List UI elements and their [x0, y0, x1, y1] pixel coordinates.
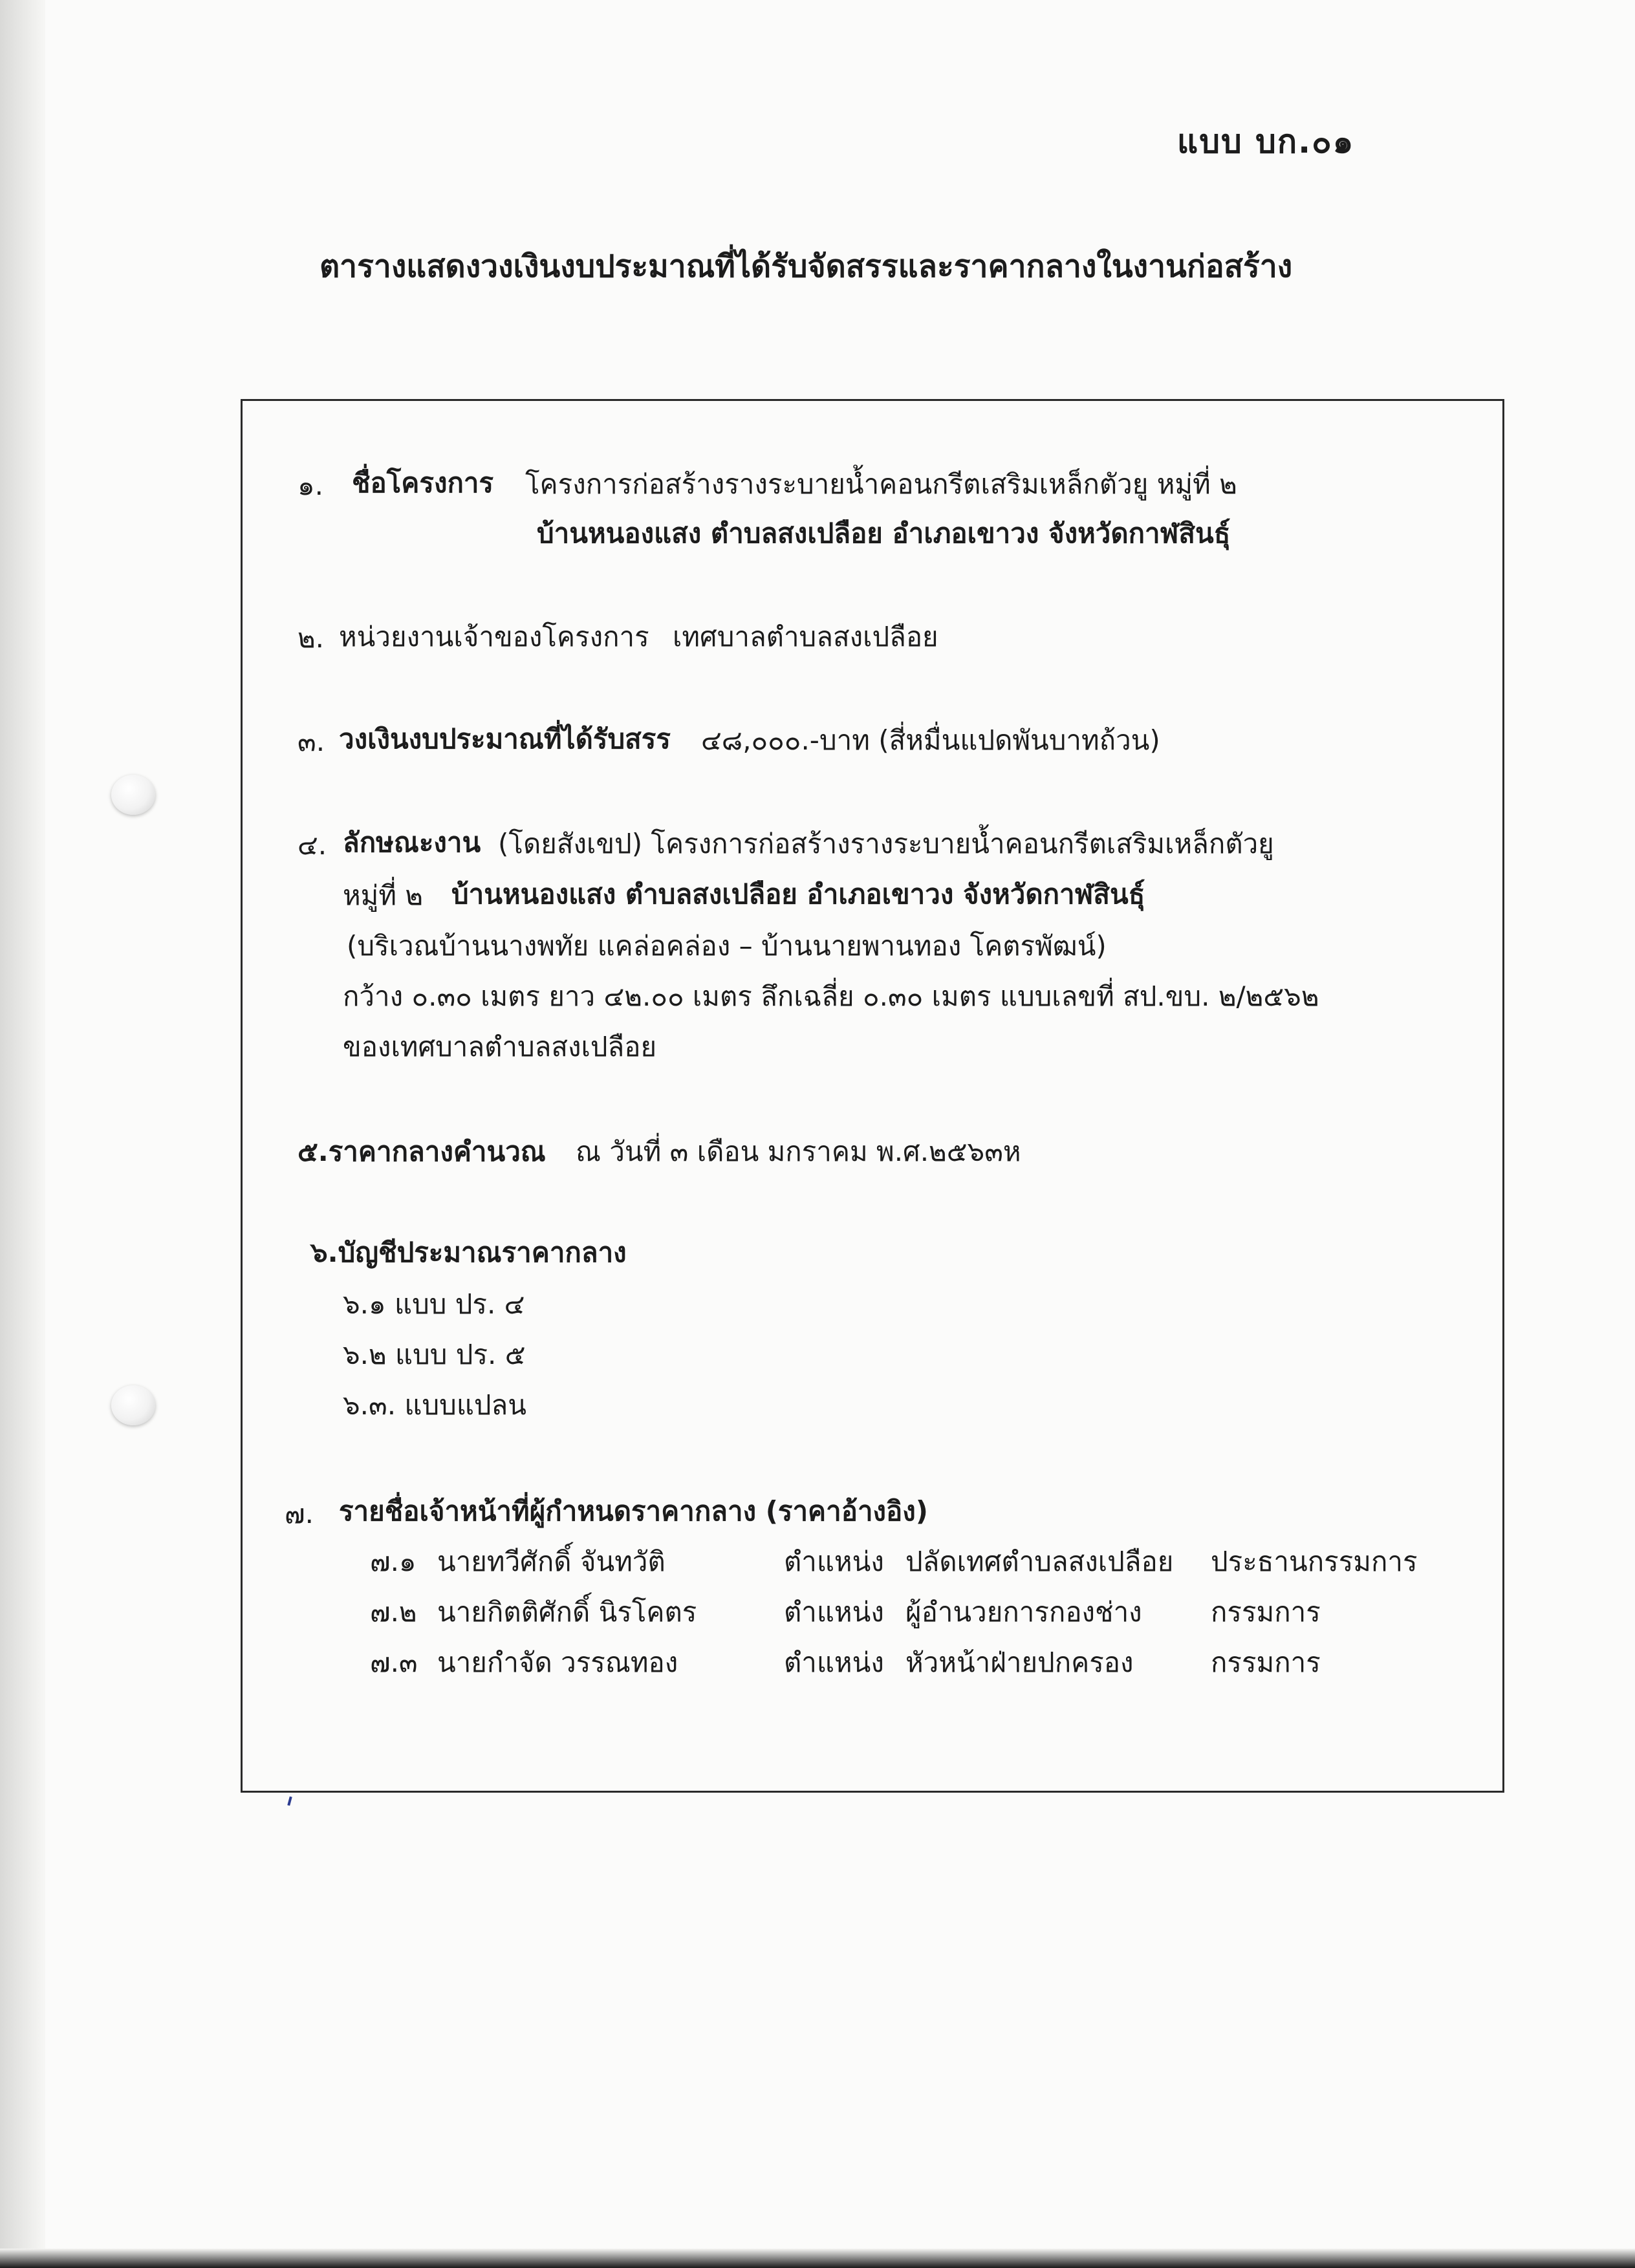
s1-number: ๑.	[298, 470, 324, 501]
member-role: กรรมการ	[1211, 1596, 1321, 1628]
s6-item: ๖.๓. แบบแปลน	[343, 1389, 526, 1421]
member-no: ๗.๓	[370, 1647, 418, 1678]
s6-label: ๖.บัญชีประมาณราคากลาง	[310, 1237, 627, 1268]
document-title: ตารางแสดงวงเงินงบประมาณที่ได้รับจัดสรรและราคากลางในงานก่อสร้าง	[319, 248, 1293, 285]
s4-village-prefix: หมู่ที่ ๒	[343, 880, 424, 911]
member-position-label: ตำแหน่ง	[784, 1647, 884, 1678]
s2-agency: เทศบาลตำบลสงเปลือย	[673, 621, 938, 653]
ink-mark	[287, 1797, 292, 1806]
form-code: แบบ บก.๐๑	[1177, 123, 1355, 160]
s1-project-name: โครงการก่อสร้างรางระบายน้ำคอนกรีตเสริมเหล็กตัวยู หมู่ที่ ๒	[525, 468, 1237, 500]
member-no: ๗.๑	[370, 1546, 417, 1577]
s3-label: วงเงินงบประมาณที่ได้รับสรร	[339, 723, 671, 755]
s4-number: ๔.	[298, 829, 327, 861]
s2-label: หน่วยงานเจ้าของโครงการ	[339, 621, 649, 653]
member-position-label: ตำแหน่ง	[784, 1596, 884, 1628]
member-name: นายทวีศักดิ์ จันทวัติ	[437, 1546, 666, 1577]
member-role: ประธานกรรมการ	[1211, 1546, 1418, 1577]
scan-edge-shadow	[0, 0, 45, 2268]
punch-hole-bottom	[111, 1385, 155, 1425]
member-position: ผู้อำนวยการกองช่าง	[905, 1596, 1142, 1628]
s1-location: บ้านหนองแสง ตำบลสงเปลือย อำเภอเขาวง จังหวัดกาฬสินธุ์	[537, 517, 1231, 549]
member-name: นายกำจัด วรรณทอง	[437, 1647, 678, 1678]
s3-budget: ๔๘,๐๐๐.-บาท (สี่หมื่นแปดพันบาทถ้วน)	[701, 724, 1160, 756]
s4-location: บ้านหนองแสง ตำบลสงเปลือย อำเภอเขาวง จังหวัดกาฬสินธุ์	[451, 878, 1145, 910]
s6-item: ๖.๑ แบบ ปร. ๔	[343, 1288, 525, 1320]
member-name: นายกิตติศักดิ์ นิรโคตร	[437, 1596, 697, 1628]
s6-item: ๖.๒ แบบ ปร. ๕	[343, 1339, 526, 1370]
s4-desc-line1: (โดยสังเขป) โครงการก่อสร้างรางระบายน้ำคอนกรีตเสริมเหล็กตัวยู	[498, 828, 1274, 859]
s4-label: ลักษณะงาน	[343, 826, 481, 858]
s4-desc-line5: ของเทศบาลตำบลสงเปลือย	[343, 1031, 657, 1063]
s5-date: ณ วันที่ ๓ เดือน มกราคม พ.ศ.๒๕๖๓ห	[576, 1136, 1021, 1167]
member-position: หัวหน้าฝ่ายปกครอง	[905, 1647, 1134, 1678]
s4-dimensions: กว้าง ๐.๓๐ เมตร ยาว ๔๒.๐๐ เมตร ลึกเฉลี่ย ๐.๓๐ เมตร แบบเลขที่ สป.ขบ. ๒/๒๕๖๒	[343, 980, 1319, 1012]
member-position-label: ตำแหน่ง	[784, 1546, 884, 1577]
member-no: ๗.๒	[370, 1596, 417, 1628]
scan-bottom-shadow	[0, 2249, 1635, 2268]
s5-label: ๕.ราคากลางคำนวณ	[298, 1136, 546, 1167]
s7-label: รายชื่อเจ้าหน้าที่ผู้กำหนดราคากลาง (ราคาอ้างอิง)	[339, 1495, 928, 1527]
s2-number: ๒.	[298, 622, 325, 654]
s4-desc-line3: (บริเวณบ้านนางพทัย แคล่อคล่อง – บ้านนายพานทอง โคตรพัฒน์)	[347, 930, 1107, 962]
s3-number: ๓.	[298, 726, 325, 757]
member-role: กรรมการ	[1211, 1647, 1321, 1678]
content-box	[241, 399, 1504, 1793]
s7-number: ๗.	[285, 1498, 314, 1529]
member-position: ปลัดเทศตำบลสงเปลือย	[905, 1546, 1174, 1577]
punch-hole-top	[111, 775, 155, 815]
s1-label: ชื่อโครงการ	[352, 467, 494, 499]
